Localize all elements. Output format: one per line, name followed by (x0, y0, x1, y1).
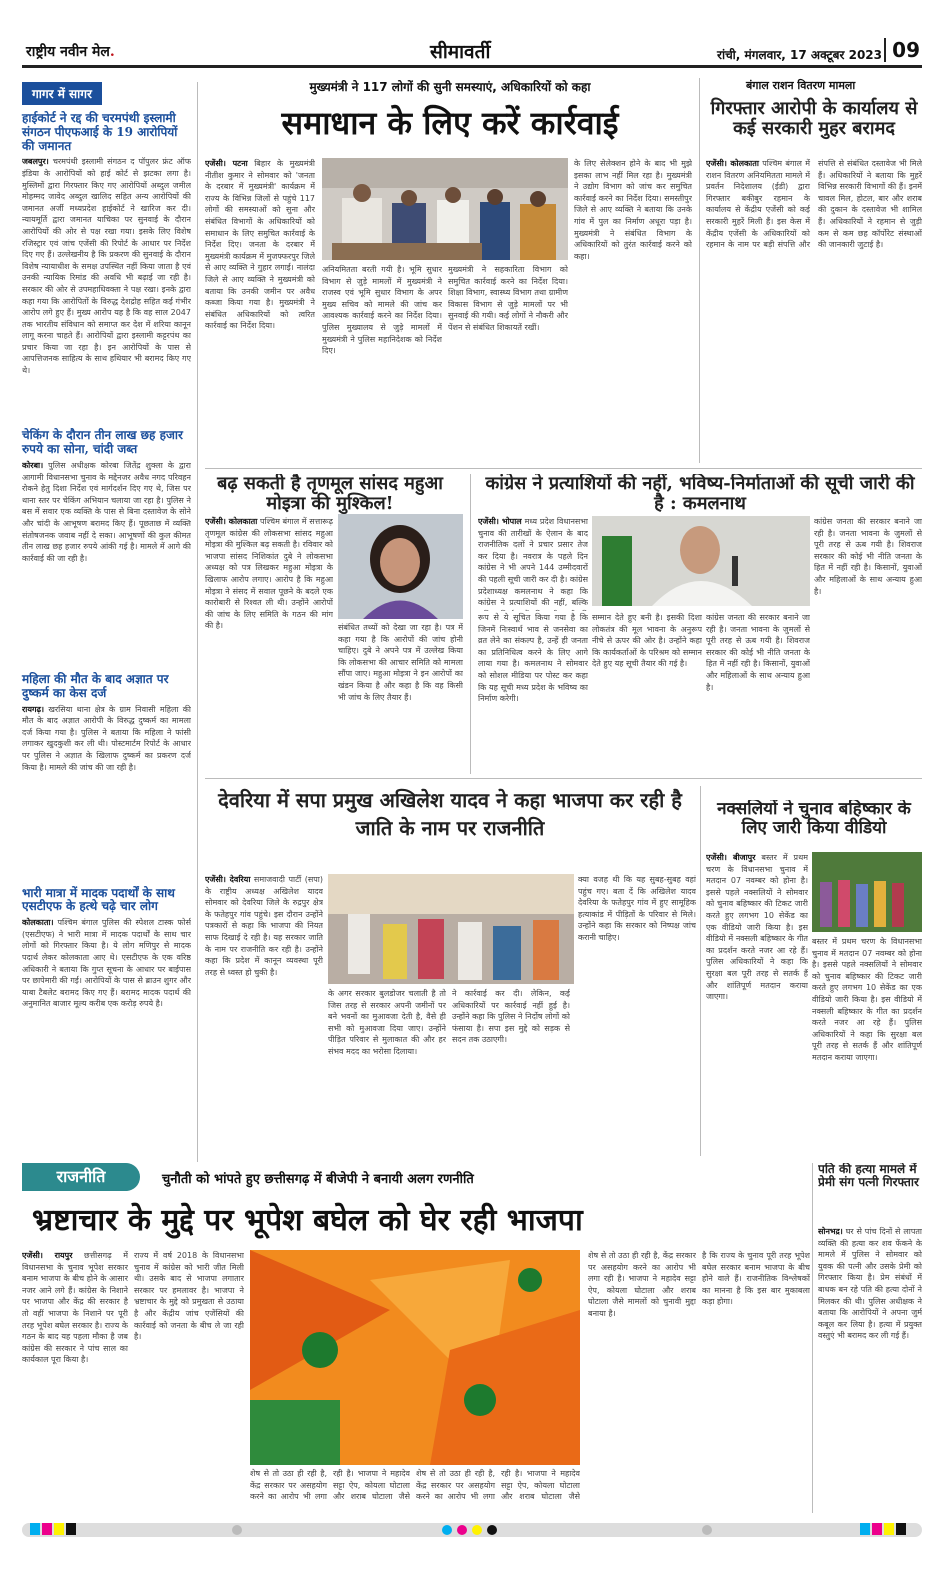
murder-story-body: सोनभद्र। घर से पांच दिनों से लापता व्यक्ति की हत्या कर शव फेंकने के मामले में पुलिस ने सोमवार को युवक की पत्नी और उसके प्रेमी को गिरफ्तार किया है। प्रेम संबंधों में बाधक बन रहे पति की हत्या दोनों ने मिलकर की थी। पुलिस अधीक्षक ने बताया कि आरोपियों ने अपना जुर्म कबूल कर लिया है। हत्या में प्रयुक्त वस्तुएं भी बरामद कर ली गई हैं। (818, 1227, 922, 1341)
top-story-col2: अनियमितता बरती गयी है। भूमि सुधार विभाग से जुड़े मामलों में मुख्यमंत्री ने राजस्व एवं भूमि सुधार विभाग के अपर मुख्य सचिव को मामले की जांच कर आवश्यक कार्रवाई करने का निर्देश दिया। पुलिस मुख्यालय से जुड़े मामलों में मुख्यमंत्री ने पुलिस महानिदेशक को निर्देश दिए। (322, 265, 442, 356)
top-story-header (205, 78, 695, 148)
brief-headline: चेकिंग के दौरान तीन लाख छह हजार रुपये का सोना, चांदी जब्त (22, 428, 183, 457)
bengal-story-body: एजेंसी। कोलकाता पश्चिम बंगाल में राशन वितरण अनियमितता मामले में प्रवर्तन निदेशालय (ईडी) द्वारा गिरफ्तार बकीबुर रहमान के कार्यालय से केंद्रीय एजेंसी को कई सरकारी मुहरें मिली हैं। इस केस में केंद्रीय एजेंसी के अधिकारियों को रहमान के नाम पर बड़ी संपत्ति और संपत्ति से संबंधित दस्तावेज भी मिले हैं। अधिकारियों ने बताया कि मुहरें विभिन्न सरकारी विभागों की हैं। इनमें चावल मिल, होटल, बार और शराब की दुकान के दस्तावेज भी शामिल हैं। अधिकारियों ने रहमान से जुड़ी कम से कम छह कॉर्पोरेट संस्थाओं की जानकारी जुटाई है। (706, 159, 922, 250)
top-story-headline: समाधान के लिए करें कार्रवाई (281, 104, 619, 142)
naxal-video-photo (812, 852, 922, 932)
mahua-story-headline: बढ़ सकती है तृणमूल सांसद महुआ मोइत्रा की मुश्किल! (217, 474, 443, 514)
bengal-story-header (706, 78, 922, 156)
politics-col2: राज्य में वर्ष 2018 के विधानसभा चुनाव में कांग्रेस को भारी जीत मिली थी। उसके बाद से भाजपा लगातार सरकार पर हमलावर है। भाजपा ने भ्रष्टाचार के मुद्दे को प्रमुखता से उठाया है और केंद्रीय जांच एजेंसियों की कार्रवाई को जनता के बीच ले जा रही है। (134, 1251, 244, 1342)
kamalnath-story-col5: कांग्रेस जनता की सरकार बनाने जा रही है। जनता भावना के जुमलों से पूरी तरह से ऊब गयी है। शिवराज सरकार की कोई भी नीति जनता के हित में नहीं रही है। किसानों, युवाओं और महिलाओं के साथ अन्याय हुआ है। (814, 517, 922, 596)
kamalnath-story-col3: सम्मान देते हुए बनी है। इसकी दिशा लोकतंत्र की मूल भावना के अनुरूप नीचे से ऊपर की ओर है। उन्होंने कहा कि कार्यकर्ताओं के परिश्रम को सम्मान देते हुए यह सूची तैयार की गई है। (592, 613, 702, 669)
brief-headline: भारी मात्रा में मादक पदार्थों के साथ एसटीएफ के हत्थे चढ़े चार लोग (22, 885, 175, 914)
kamalnath-photo (592, 516, 810, 606)
akhilesh-story-headline: देवरिया में सपा प्रमुख अखिलेश यादव ने कहा भाजपा कर रही है जाति के नाम पर राजनीति (218, 788, 682, 840)
page-number: 09 (884, 38, 920, 62)
bengal-story-kicker: बंगाल राशन वितरण मामला (746, 79, 856, 92)
kamalnath-story-col1: एजेंसी। भोपाल मध्य प्रदेश विधानसभा चुनाव की तारीखों के ऐलान के बाद राजनीतिक दलों ने प्रचार प्रसार तेज कर दिया है। नवरात्र के पहले दिन कांग्रेस ने भी अपने 144 उम्मीदवारों की पहली सूची जारी कर दी है। कांग्रेस प्रदेशाध्यक्ष कमलनाथ ने कहा कि कांग्रेस ने प्रत्याशियों की नहीं, बल्कि (478, 517, 588, 608)
bengal-story-headline: गिरफ्तार आरोपी के कार्यालय से कई सरकारी मुहर बरामद (710, 98, 918, 139)
politics-kicker: चुनौती को भांपते हुए छत्तीसगढ़ में बीजेपी ने बनायी अलग रणनीति (162, 1172, 474, 1187)
newspaper-logo: राष्ट्रीय नवीन मेल. (26, 44, 115, 60)
column-tag: गागर में सागर (22, 82, 102, 105)
mahua-story-col1: एजेंसी। कोलकाता पश्चिम बंगाल में सत्तारूढ़ तृणमूल कांग्रेस की लोकसभा सांसद महुआ मोइत्रा की मुश्किल बढ़ सकती है। रविवार को भाजपा सांसद निशिकांत दुबे ने लोकसभा अध्यक्ष को पत्र लिखकर महुआ मोइत्रा के खिलाफ आरोप लगाए। आरोप है कि महुआ मोइत्रा ने संसद में सवाल पूछने के बदले एक कारोबारी से रिश्वत ली थी। उन्होंने आरोपों की जांच के लिए समिति के गठन की मांग की है। (205, 517, 333, 631)
akhilesh-story-col3: ने कार्रवाई कर दी। लेकिन, कई अधिकारियों पर कार्रवाई नहीं हुई है। उन्होंने कहा कि पुलिस ने निर्दोष लोगों को फंसाया है। सपा इस मुद्दे को सड़क से सदन तक उठाएगी। (452, 989, 570, 1045)
politics-col5: है कि राज्य के चुनाव पूरी तरह भूपेश बघेल सरकार बनाम भाजपा के बीच होने वाले हैं। राजनीतिक विश्लेषकों का मानना है कि इस बार मुकाबला कड़ा होगा। (702, 1251, 810, 1307)
cm-meeting-photo (322, 158, 568, 260)
page-header (22, 38, 922, 68)
top-story-kicker: मुख्यमंत्री ने 117 लोगों की सुनी समस्याएं, अधिकारियों को कहा (309, 80, 591, 94)
politics-section-band (22, 1163, 812, 1191)
top-story-col4: के लिए सेलेक्शन होने के बाद भी मुझे इसका लाभ नहीं मिल रहा है। मुख्यमंत्री ने उद्योग विभाग को जांच कर समुचित कार्रवाई करने का निर्देश दिया। समस्तीपुर जिले से आए व्यक्ति ने बताया कि उनके गांव में पुल का निर्माण अधूरा पड़ा है। मुख्यमंत्री ने संबंधित विभाग के अधिकारियों को तुरंत कार्रवाई करने को कहा। (574, 159, 692, 261)
murder-story-headline: पति की हत्या मामले में प्रेमी संग पत्नी गिरफ्तार (818, 1163, 919, 1190)
section-title: सीमावर्ती (430, 41, 491, 63)
bjp-flags-photo (250, 1250, 580, 1465)
akhilesh-visit-photo (328, 874, 574, 984)
naxal-story-col2: बस्तर में प्रथम चरण के विधानसभा चुनाव में मतदान 07 नवम्बर को होना है। इससे पहले नक्सलियों ने सोमवार को चुनाव बहिष्कार की टिकट जारी करते हुए लगभग 10 सेकेंड का एक वीडियो जारी किया है। इस वीडियो में नक्सली बहिष्कार के गीत का प्रदर्शन करते नजर आ रहे हैं। पुलिस अधिकारियों ने कहा कि सुरक्षा बल पूरी तरह से सतर्क हैं और शांतिपूर्ण मतदान कराया जाएगा। (812, 937, 922, 1062)
mahua-story-col2: संबंधित तथ्यों को देखा जा रहा है। पत्र में कहा गया है कि आरोपों की जांच होनी चाहिए। दुबे ने अपने पत्र में उल्लेख किया कि लोकसभा की आचार समिति को मामला सौंपा जाए। महुआ मोइत्रा ने इन आरोपों का खंडन किया है और कहा है कि वह किसी भी जांच के लिए तैयार हैं। (338, 623, 463, 702)
magenta-swatch (872, 1523, 882, 1535)
brief-headline: हाईकोर्ट ने रद्द की चरमपंथी इस्लामी संगठन पीएफआई के 19 आरोपियों की जमानत (22, 111, 178, 153)
akhilesh-story-col4: क्या वजह थी कि यह सुबह-सुबह वहां पहुंच गए। बता दें कि अखिलेश यादव देवरिया के फतेहपुर गांव में हुए सामूहिक हत्याकांड में पीड़ितों के परिवार से मिले। उन्होंने कहा कि सरकार को निष्पक्ष जांच करानी चाहिए। (578, 875, 696, 942)
brief-body: रायगढ़। खरसिया थाना क्षेत्र के ग्राम निवासी महिला की मौत के बाद अज्ञात आरोपी के विरुद्ध दुष्कर्म का मामला दर्ज किया गया है। पुलिस ने बताया कि महिला ने फांसी लगाकर खुदकुशी कर ली थी। पोस्टमार्टम रिपोर्ट के आधार पर पुलिस ने अज्ञात के खिलाफ दुष्कर्म का प्रकरण दर्ज किया है। मामले की जांच की जा रही है। (22, 704, 191, 772)
akhilesh-story-col1: एजेंसी। देवरिया समाजवादी पार्टी (सपा) के राष्ट्रीय अध्यक्ष अखिलेश यादव सोमवार को देवरिया जिले के रुद्रपुर क्षेत्र के फतेहपुर गांव पहुंचे। इस दौरान उन्होंने पत्रकारों से कहा कि भाजपा की नियत साफ दिखाई दे रही है। यह सरकार जाति के नाम पर राजनीति कर रही है। उन्होंने कहा कि प्रदेश में कानून व्यवस्था पूरी तरह से ध्वस्त हो चुकी है। (205, 875, 323, 977)
left-brief-column (22, 82, 198, 1162)
yellow-swatch (884, 1523, 894, 1535)
politics-col3b: शेष से तो उठा ही रही है, केंद्र सरकार पर असहयोग करने का आरोप भी लगा रही है। भाजपा ने महादेव सट्टा ऐप, कोयला घोटाला और शराब घोटाला जैसे (416, 1469, 580, 1502)
naxal-story-headline: नक्सलियों ने चुनाव बहिष्कार के लिए जारी किया वीडियो (717, 800, 911, 838)
brief-body: जबलपुर। चरमपंथी इस्लामी संगठन द पॉपुलर फ्रंट ऑफ इंडिया के आरोपियों को हाई कोर्ट से झटका लगा है। मुस्लिमों द्वारा गिरफ्तार किए गए आरोपियों अब्दुल जमील मोहम्मद जावेद अब्दुल खालिद सहित अन्य आरोपियों की जमानत अर्जी मध्यप्रदेश हाईकोर्ट ने खारिज कर दी। न्यायमूर्ति द्वारा जमानत याचिका पर सुनवाई के दौरान आरोपियों की ओर से पक्ष रखा गया। इसके लिए विशेष रजिस्ट्रार एवं जांच एजेंसी की रिपोर्ट के आधार पर निर्देश दिए गए हैं। उल्लेखनीय है कि प्रकरण की सुनवाई के दौरान विशेष न्यायाधीश के समक्ष उपस्थित नहीं किया जाता है एवं उनकी न्यायिक रिमांड की अवधि भी बढ़ाई जा रही है। सरकार की ओर से उपमहाधिवक्ता ने पक्ष रखा। इनके द्वारा कहा गया कि आरोपितों के विरुद्ध देशद्रोह सहित कई गंभीर आरोप लगे हुए हैं। मुख्य आरोप यह है कि वह साल 2047 तक भारतीय संविधान को समाप्त कर देश में शरिया कानून लागू करना चाहते हैं। आरोपियों द्वारा इस्लामी कट्टरपंथ का प्रचार किया जा रहा है। इन आरोपियों के पास से आपत्तिजनक साहित्य के साथ हथियार भी बरामद किए गए थे। (22, 157, 191, 376)
brief-body: कोलकाता। पश्चिम बंगाल पुलिस की स्पेशल टास्क फोर्स (एसटीएफ) ने भारी मात्रा में मादक पदार्थों के साथ चार लोगों को गिरफ्तार किया है। ये लोग मणिपुर से मादक पदार्थ लेकर कोलकाता आए थे। एसटीएफ के एक वरिष्ठ अधिकारी ने बताया कि गुप्त सूचना के आधार पर बाईपास पर छापेमारी की गई। आरोपियों के पास से ब्राउन शुगर और याबा टैबलेट बरामद किए गए हैं। बरामद मादक पदार्थ की अनुमानित बाजार मूल्य करीब एक करोड़ रुपये है। (22, 918, 191, 1009)
politics-headline: भ्रष्टाचार के मुद्दे पर भूपेश बघेल को घेर रही भाजपा (32, 1203, 583, 1238)
akhilesh-story-col2: के अगर सरकार बुलडोजर चलाती है तो जिस तरह से सरकार अपनी जमीनों पर बने भवनों का मुआवजा देती है, वैसे ही सभी को मुआवजा दिया जाए। उन्होंने पीड़ित परिवार से मुलाकात की और हर संभव मदद का भरोसा दिलाया। (328, 989, 446, 1056)
registration-bar (22, 1523, 922, 1537)
issue-date: रांची, मंगलवार, 17 अक्टूबर 2023 (717, 48, 882, 62)
kamalnath-story-col4: कांग्रेस जनता की सरकार बनाने जा रही है। जनता भावना के जुमलों से पूरी तरह से ऊब गयी है। शिवराज सरकार की कोई भी नीति जनता के हित में नहीं रही है। किसानों, युवाओं और महिलाओं के साथ अन्याय हुआ है। (706, 613, 810, 692)
brief-body: कोरबा। पुलिस अधीक्षक कोरबा जितेंद्र शुक्ला के द्वारा आगामी विधानसभा चुनाव के मद्देनजर अवैध नगद परिवहन रोकने हेतु दिशा निर्देश एवं मार्गदर्शन दिए गए थे, जिस पर थाना स्तर पर चेकिंग अभियान चलाया जा रहा है। पुलिस ने बस में सवार एक व्यक्ति के पास से बिना दस्तावेज के सोने और चांदी के आभूषण बरामद किए हैं। पूछताछ में व्यक्ति संतोषजनक जवाब नहीं दे सका। आभूषणों की कुल कीमत तीन लाख छह हजार रुपये आंकी गई है। मामले में आगे की कार्रवाई की जा रही है। (22, 460, 191, 563)
black-swatch (896, 1523, 906, 1535)
politics-tag: राजनीति (22, 1163, 140, 1191)
kamalnath-story-col2: रूप से ये सूचित किया गया है कि जिनमें निःस्वार्थ भाव से जनसेवा का व्रत लेने का संकल्प है, उन्हें ही जनता का प्रतिनिधित्व करने के लिए आगे लाया गया है। कमलनाथ ने सोमवार को सोशल मीडिया पर पोस्ट कर कहा कि यह सूची मध्य प्रदेश के भविष्य का निर्माण करेगी। (478, 613, 588, 704)
cyan-swatch (30, 1523, 40, 1535)
naxal-story-col1: एजेंसी। बीजापुर बस्तर में प्रथम चरण के विधानसभा चुनाव में मतदान 07 नवम्बर को होना है। इससे पहले नक्सलियों ने सोमवार को चुनाव बहिष्कार की टिकट जारी करते हुए लगभग 10 सेकेंड का एक वीडियो जारी किया है। इस वीडियो में नक्सली बहिष्कार के गीत का प्रदर्शन करते नजर आ रहे हैं। पुलिस अधिकारियों ने कहा कि सुरक्षा बल पूरी तरह से सतर्क हैं और शांतिपूर्ण मतदान कराया जाएगा। (706, 853, 808, 1002)
black-swatch (66, 1523, 76, 1535)
politics-col1: एजेंसी। रायपुर छत्तीसगढ़ में विधानसभा के चुनाव भूपेश सरकार बनाम भाजपा के बीच होने के आसार नजर आने लगे हैं। कांग्रेस के निशाने पर भाजपा और केंद्र की सरकार है तो वहीं भाजपा के निशाने पर पूरी तरह भूपेश बघेल सरकार है। राज्य के गठन के बाद यह पहला मौका है जब कांग्रेस की सरकार ने पांच साल का कार्यकाल पूरा किया है। (22, 1251, 128, 1365)
top-story-col1: एजेंसी। पटना बिहार के मुख्यमंत्री नीतीश कुमार ने सोमवार को 'जनता के दरबार में मुख्यमंत्री' कार्यक्रम में राज्य के विभिन्न जिलों से पहुंचे 117 लोगों की समस्याओं को सुना और संबंधित विभागों के अधिकारियों को समाधान के लिए समुचित कार्रवाई के निर्देश दिए। जनता के दरबार में मुख्यमंत्री कार्यक्रम में मुजफ्फरपुर जिले से आए व्यक्ति ने गुहार लगाई। नालंदा जिले से आए व्यक्ति ने मुख्यमंत्री को बताया कि उनकी जमीन पर अवैध कब्जा किया गया है। मुख्यमंत्री ने संबंधित अधिकारियों को त्वरित कार्रवाई का निर्देश दिया। (205, 159, 315, 331)
politics-col3a: शेष से तो उठा ही रही है, केंद्र सरकार पर असहयोग करने का आरोप भी लगा रही है। भाजपा ने महादेव सट्टा ऐप, कोयला घोटाला और शराब घोटाला जैसे (250, 1469, 410, 1502)
top-story-col3: मुख्यमंत्री ने सहकारिता विभाग को समुचित कार्रवाई करने का निर्देश दिया। शिक्षा विभाग, स्वास्थ्य विभाग तथा ग्रामीण विकास विभाग से जुड़े मामलों पर भी सुनवाई की गयी। कई लोगों ने नौकरी और पेंशन से संबंधित शिकायतें रखीं। (448, 265, 568, 332)
brief-headline: महिला की मौत के बाद अज्ञात पर दुष्कर्म का केस दर्ज (22, 671, 169, 700)
yellow-swatch (54, 1523, 64, 1535)
politics-col4: शेष से तो उठा ही रही है, केंद्र सरकार पर असहयोग करने का आरोप भी लगा रही है। भाजपा ने महादेव सट्टा ऐप, कोयला घोटाला और शराब घोटाला जैसे मामलों को चुनावी मुद्दा बनाया है। (588, 1251, 696, 1318)
kamalnath-story-headline: कांग्रेस ने प्रत्याशियों की नहीं, भविष्य-निर्माताओं की सूची जारी की है : कमलनाथ (485, 474, 915, 514)
cyan-swatch (860, 1523, 870, 1535)
mahua-moitra-photo (338, 514, 463, 619)
magenta-swatch (42, 1523, 52, 1535)
